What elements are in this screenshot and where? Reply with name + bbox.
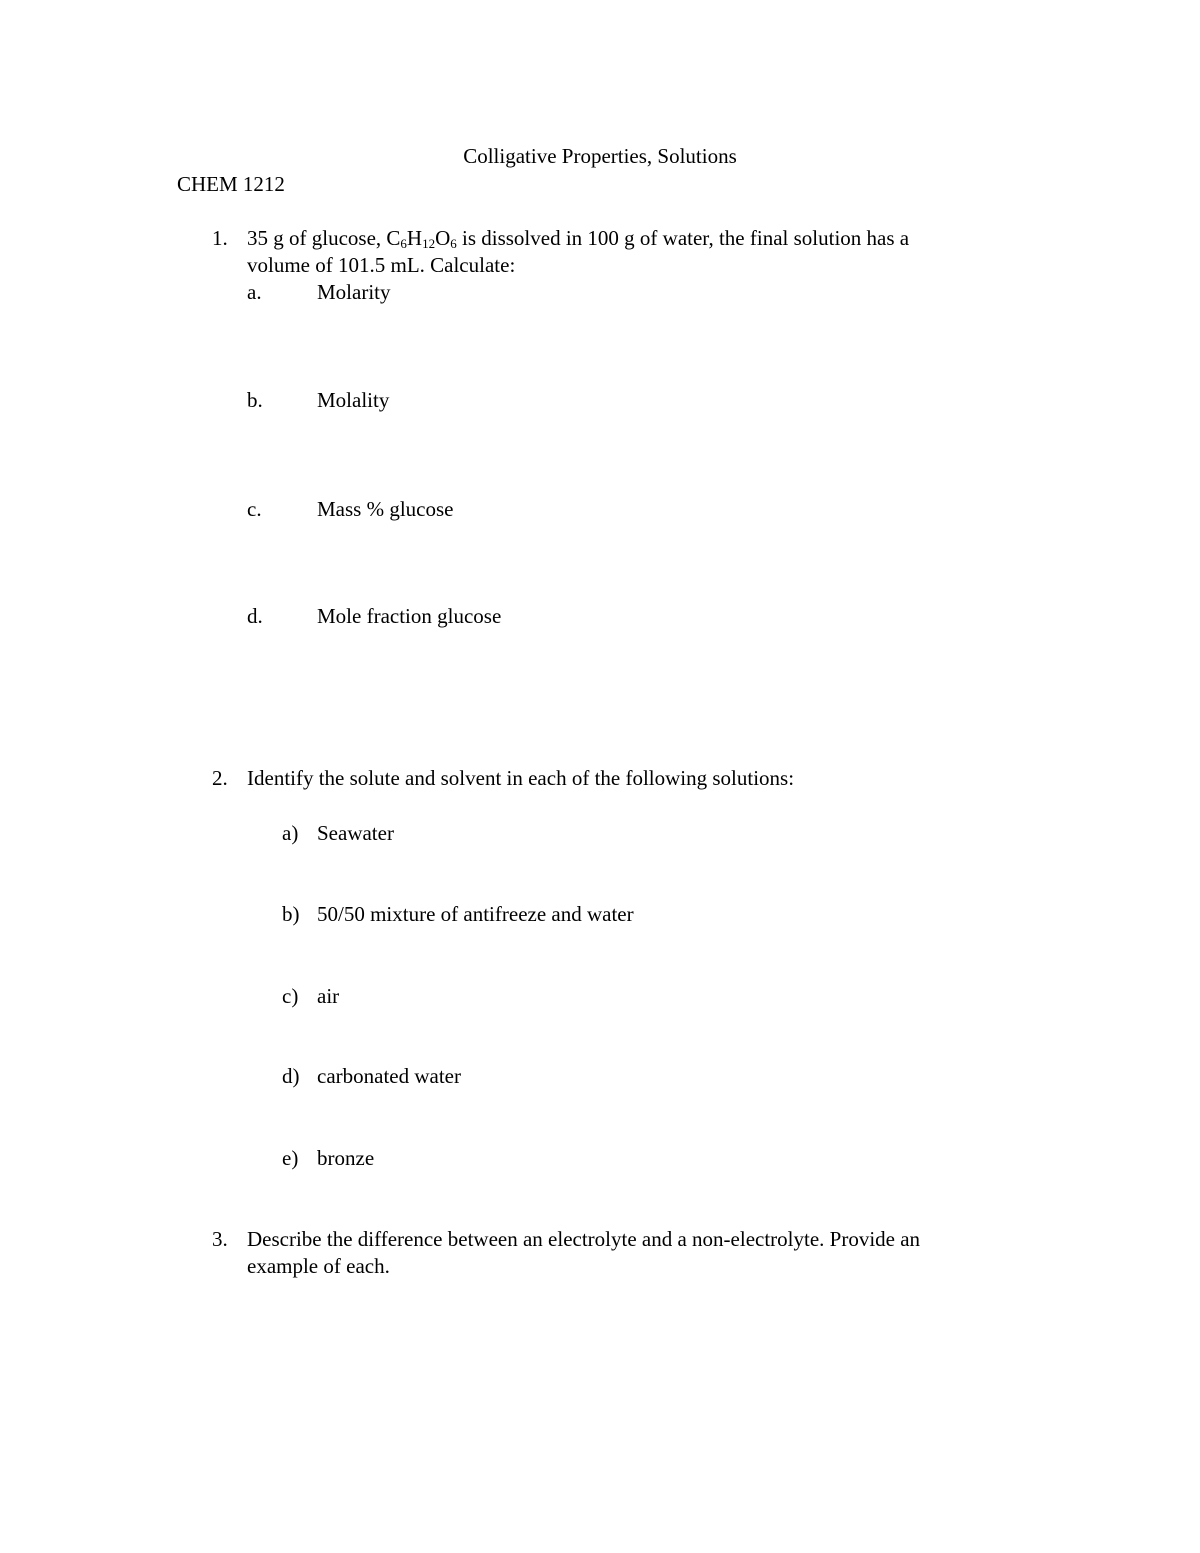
question-2-number: 2. bbox=[212, 766, 228, 790]
question-1-text bbox=[247, 225, 909, 252]
q1-sub-c: 6 bbox=[400, 236, 407, 251]
q2-part-c-text: air bbox=[317, 984, 340, 1008]
q1-part-d-label: d. bbox=[247, 604, 263, 628]
q1-sub-o: 6 bbox=[450, 236, 457, 251]
q1-o: O bbox=[435, 226, 451, 250]
q2-part-d-text: carbonated water bbox=[317, 1064, 461, 1088]
question-1-line2: volume of 101.5 mL. Calculate: bbox=[247, 253, 516, 277]
q2-part-b-text: 50/50 mixture of antifreeze and water bbox=[317, 902, 634, 926]
question-1-number: 1. bbox=[212, 226, 228, 250]
question-2-text: Identify the solute and solvent in each of the following solutions: bbox=[247, 766, 795, 790]
q2-part-c-label: c) bbox=[282, 984, 299, 1008]
q2-part-d-label: d) bbox=[282, 1064, 300, 1088]
q2-part-a-label: a) bbox=[282, 821, 299, 845]
q1-text-suffix: is dissolved in 100 g of water, the final solution has a bbox=[456, 226, 910, 250]
q2-part-e-text: bronze bbox=[317, 1146, 375, 1170]
question-3-line1: Describe the difference between an electrolyte and a non-electrolyte. Provide an bbox=[247, 1227, 921, 1251]
q2-part-b-label: b) bbox=[282, 902, 300, 926]
q1-text-prefix: 35 g of glucose, C bbox=[247, 226, 401, 250]
course-code: CHEM 1212 bbox=[177, 172, 285, 196]
question-3-line2: example of each. bbox=[247, 1254, 390, 1278]
q1-part-a-text: Molarity bbox=[317, 280, 391, 304]
q1-part-c-label: c. bbox=[247, 497, 262, 521]
page-title: Colligative Properties, Solutions bbox=[463, 144, 737, 168]
q1-part-b-label: b. bbox=[247, 388, 263, 412]
q1-h: H bbox=[406, 226, 423, 250]
q2-part-e-label: e) bbox=[282, 1146, 299, 1170]
q1-sub-h: 12 bbox=[422, 236, 436, 251]
q1-part-c-text: Mass % glucose bbox=[317, 497, 454, 521]
q2-part-a-text: Seawater bbox=[317, 821, 394, 845]
question-3-number: 3. bbox=[212, 1227, 228, 1251]
q1-part-b-text: Molality bbox=[317, 388, 390, 412]
q1-part-d-text: Mole fraction glucose bbox=[317, 604, 502, 628]
q1-part-a-label: a. bbox=[247, 280, 262, 304]
